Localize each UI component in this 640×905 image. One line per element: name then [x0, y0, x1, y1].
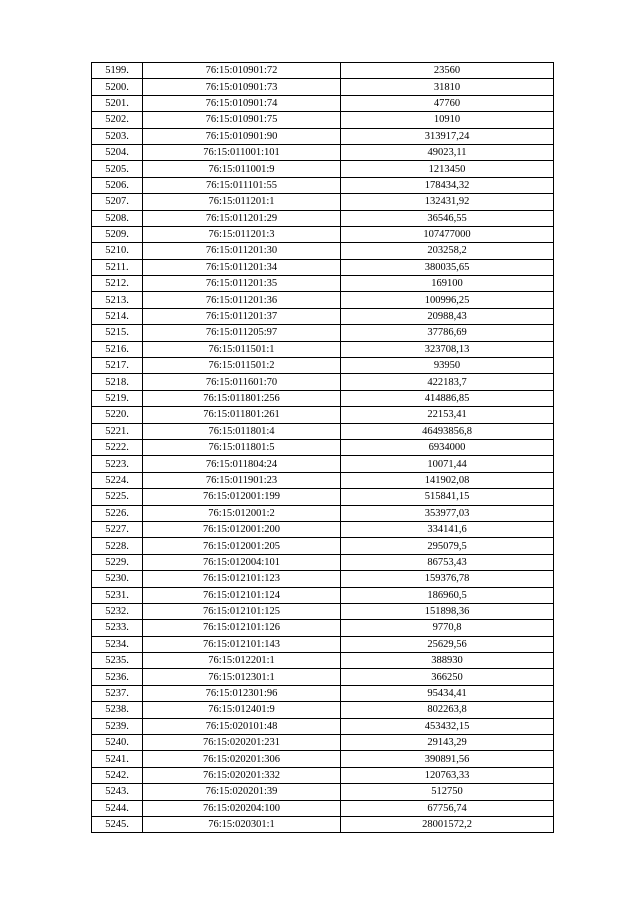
cadastral-value-cell: 323708,13 — [341, 341, 554, 357]
table-row — [92, 472, 554, 488]
row-number-cell: 5226. — [92, 505, 143, 521]
cadastral-number-cell: 76:15:012004:101 — [143, 554, 341, 570]
cadastral-number-cell: 76:15:012101:126 — [143, 620, 341, 636]
cadastral-number-cell: 76:15:011201:35 — [143, 276, 341, 292]
table-row — [92, 767, 554, 783]
table-row — [92, 702, 554, 718]
table-row — [92, 735, 554, 751]
cadastral-number-cell: 76:15:012201:1 — [143, 653, 341, 669]
table-row — [92, 685, 554, 701]
cadastral-value-cell: 67756,74 — [341, 800, 554, 816]
cadastral-number-cell: 76:15:010901:90 — [143, 128, 341, 144]
cadastral-value-cell: 9770,8 — [341, 620, 554, 636]
row-number-cell: 5233. — [92, 620, 143, 636]
row-number-cell: 5210. — [92, 243, 143, 259]
cadastral-number-cell: 76:15:012001:200 — [143, 521, 341, 537]
cadastral-value-cell: 802263,8 — [341, 702, 554, 718]
table-row — [92, 751, 554, 767]
row-number-cell: 5212. — [92, 276, 143, 292]
row-number-cell: 5206. — [92, 177, 143, 193]
cadastral-value-cell: 6934000 — [341, 439, 554, 455]
cadastral-value-cell: 414886,85 — [341, 390, 554, 406]
row-number-cell: 5204. — [92, 144, 143, 160]
row-number-cell: 5236. — [92, 669, 143, 685]
cadastral-number-cell: 76:15:020201:306 — [143, 751, 341, 767]
table-row — [92, 63, 554, 79]
row-number-cell: 5244. — [92, 800, 143, 816]
table-row — [92, 161, 554, 177]
cadastral-number-cell: 76:15:011201:36 — [143, 292, 341, 308]
row-number-cell: 5220. — [92, 407, 143, 423]
table-row — [92, 439, 554, 455]
table-row — [92, 144, 554, 160]
row-number-cell: 5229. — [92, 554, 143, 570]
cadastral-value-cell: 178434,32 — [341, 177, 554, 193]
cadastral-value-cell: 353977,03 — [341, 505, 554, 521]
cadastral-value-cell: 295079,5 — [341, 538, 554, 554]
cadastral-value-cell: 515841,15 — [341, 489, 554, 505]
cadastral-number-cell: 76:15:011205:97 — [143, 325, 341, 341]
row-number-cell: 5207. — [92, 194, 143, 210]
cadastral-number-cell: 76:15:011804:24 — [143, 456, 341, 472]
table-row — [92, 784, 554, 800]
cadastral-value-cell: 28001572,2 — [341, 816, 554, 832]
table-row — [92, 505, 554, 521]
table-row — [92, 341, 554, 357]
cadastral-number-cell: 76:15:011801:5 — [143, 439, 341, 455]
cadastral-value-cell: 10910 — [341, 112, 554, 128]
row-number-cell: 5209. — [92, 226, 143, 242]
table-row — [92, 243, 554, 259]
cadastral-value-cell: 186960,5 — [341, 587, 554, 603]
cadastral-value-cell: 22153,41 — [341, 407, 554, 423]
cadastral-value-cell: 95434,41 — [341, 685, 554, 701]
row-number-cell: 5218. — [92, 374, 143, 390]
cadastral-value-table — [91, 62, 554, 833]
cadastral-number-cell: 76:15:020301:1 — [143, 816, 341, 832]
cadastral-value-cell: 203258,2 — [341, 243, 554, 259]
table-row — [92, 259, 554, 275]
cadastral-number-cell: 76:15:012101:124 — [143, 587, 341, 603]
cadastral-value-cell: 366250 — [341, 669, 554, 685]
row-number-cell: 5240. — [92, 735, 143, 751]
row-number-cell: 5221. — [92, 423, 143, 439]
cadastral-value-cell: 37786,69 — [341, 325, 554, 341]
row-number-cell: 5241. — [92, 751, 143, 767]
row-number-cell: 5214. — [92, 308, 143, 324]
table-row — [92, 177, 554, 193]
table-row — [92, 603, 554, 619]
table-row — [92, 112, 554, 128]
cadastral-value-cell: 49023,11 — [341, 144, 554, 160]
table-row — [92, 95, 554, 111]
cadastral-value-cell: 86753,43 — [341, 554, 554, 570]
table-row — [92, 620, 554, 636]
table-row — [92, 800, 554, 816]
cadastral-number-cell: 76:15:020204:100 — [143, 800, 341, 816]
cadastral-value-cell: 10071,44 — [341, 456, 554, 472]
cadastral-number-cell: 76:15:011101:55 — [143, 177, 341, 193]
row-number-cell: 5230. — [92, 571, 143, 587]
cadastral-number-cell: 76:15:011001:101 — [143, 144, 341, 160]
cadastral-value-cell: 93950 — [341, 358, 554, 374]
table-row — [92, 587, 554, 603]
row-number-cell: 5237. — [92, 685, 143, 701]
row-number-cell: 5219. — [92, 390, 143, 406]
cadastral-number-cell: 76:15:010901:75 — [143, 112, 341, 128]
table-row — [92, 456, 554, 472]
table-row — [92, 538, 554, 554]
row-number-cell: 5217. — [92, 358, 143, 374]
cadastral-value-cell: 169100 — [341, 276, 554, 292]
cadastral-number-cell: 76:15:012101:125 — [143, 603, 341, 619]
table-row — [92, 571, 554, 587]
table-row — [92, 390, 554, 406]
table-row — [92, 79, 554, 95]
table-row — [92, 374, 554, 390]
cadastral-value-cell: 132431,92 — [341, 194, 554, 210]
row-number-cell: 5227. — [92, 521, 143, 537]
row-number-cell: 5234. — [92, 636, 143, 652]
cadastral-number-cell: 76:15:011801:4 — [143, 423, 341, 439]
row-number-cell: 5223. — [92, 456, 143, 472]
row-number-cell: 5225. — [92, 489, 143, 505]
cadastral-number-cell: 76:15:011801:261 — [143, 407, 341, 423]
row-number-cell: 5199. — [92, 63, 143, 79]
table-row — [92, 128, 554, 144]
table-row — [92, 226, 554, 242]
cadastral-number-cell: 76:15:020101:48 — [143, 718, 341, 734]
cadastral-value-cell: 31810 — [341, 79, 554, 95]
cadastral-value-cell: 25629,56 — [341, 636, 554, 652]
table-row — [92, 308, 554, 324]
row-number-cell: 5231. — [92, 587, 143, 603]
row-number-cell: 5245. — [92, 816, 143, 832]
cadastral-value-cell: 47760 — [341, 95, 554, 111]
row-number-cell: 5232. — [92, 603, 143, 619]
table-row — [92, 718, 554, 734]
cadastral-number-cell: 76:15:010901:72 — [143, 63, 341, 79]
table-row — [92, 653, 554, 669]
table-row — [92, 489, 554, 505]
row-number-cell: 5239. — [92, 718, 143, 734]
row-number-cell: 5211. — [92, 259, 143, 275]
row-number-cell: 5205. — [92, 161, 143, 177]
table-row — [92, 325, 554, 341]
cadastral-value-cell: 1213450 — [341, 161, 554, 177]
cadastral-number-cell: 76:15:020201:231 — [143, 735, 341, 751]
cadastral-value-cell: 512750 — [341, 784, 554, 800]
cadastral-number-cell: 76:15:012001:199 — [143, 489, 341, 505]
table-row — [92, 276, 554, 292]
cadastral-number-cell: 76:15:011201:30 — [143, 243, 341, 259]
table-row — [92, 210, 554, 226]
row-number-cell: 5216. — [92, 341, 143, 357]
table-row — [92, 358, 554, 374]
cadastral-value-cell: 151898,36 — [341, 603, 554, 619]
cadastral-number-cell: 76:15:010901:74 — [143, 95, 341, 111]
row-number-cell: 5203. — [92, 128, 143, 144]
row-number-cell: 5238. — [92, 702, 143, 718]
cadastral-value-cell: 100996,25 — [341, 292, 554, 308]
table-row — [92, 816, 554, 832]
table-row — [92, 407, 554, 423]
cadastral-value-cell: 29143,29 — [341, 735, 554, 751]
cadastral-number-cell: 76:15:011201:1 — [143, 194, 341, 210]
cadastral-number-cell: 76:15:011201:3 — [143, 226, 341, 242]
cadastral-value-cell: 36546,55 — [341, 210, 554, 226]
row-number-cell: 5213. — [92, 292, 143, 308]
cadastral-value-cell: 107477000 — [341, 226, 554, 242]
cadastral-value-cell: 334141,6 — [341, 521, 554, 537]
cadastral-number-cell: 76:15:011901:23 — [143, 472, 341, 488]
table-row — [92, 423, 554, 439]
table-row — [92, 554, 554, 570]
table-row — [92, 636, 554, 652]
row-number-cell: 5228. — [92, 538, 143, 554]
table-body — [92, 63, 554, 833]
row-number-cell: 5200. — [92, 79, 143, 95]
cadastral-number-cell: 76:15:011001:9 — [143, 161, 341, 177]
cadastral-value-cell: 46493856,8 — [341, 423, 554, 439]
cadastral-number-cell: 76:15:012401:9 — [143, 702, 341, 718]
cadastral-value-cell: 120763,33 — [341, 767, 554, 783]
cadastral-number-cell: 76:15:012101:143 — [143, 636, 341, 652]
table-row — [92, 669, 554, 685]
cadastral-number-cell: 76:15:012301:96 — [143, 685, 341, 701]
cadastral-value-cell: 388930 — [341, 653, 554, 669]
row-number-cell: 5242. — [92, 767, 143, 783]
cadastral-number-cell: 76:15:012301:1 — [143, 669, 341, 685]
cadastral-number-cell: 76:15:020201:332 — [143, 767, 341, 783]
cadastral-value-cell: 390891,56 — [341, 751, 554, 767]
cadastral-value-cell: 313917,24 — [341, 128, 554, 144]
cadastral-number-cell: 76:15:011601:70 — [143, 374, 341, 390]
cadastral-number-cell: 76:15:012001:2 — [143, 505, 341, 521]
row-number-cell: 5222. — [92, 439, 143, 455]
row-number-cell: 5215. — [92, 325, 143, 341]
cadastral-number-cell: 76:15:011501:1 — [143, 341, 341, 357]
row-number-cell: 5235. — [92, 653, 143, 669]
cadastral-value-cell: 422183,7 — [341, 374, 554, 390]
cadastral-number-cell: 76:15:020201:39 — [143, 784, 341, 800]
cadastral-number-cell: 76:15:011201:29 — [143, 210, 341, 226]
cadastral-number-cell: 76:15:012101:123 — [143, 571, 341, 587]
row-number-cell: 5208. — [92, 210, 143, 226]
row-number-cell: 5202. — [92, 112, 143, 128]
table-row — [92, 194, 554, 210]
row-number-cell: 5201. — [92, 95, 143, 111]
cadastral-number-cell: 76:15:011501:2 — [143, 358, 341, 374]
cadastral-value-cell: 141902,08 — [341, 472, 554, 488]
cadastral-number-cell: 76:15:010901:73 — [143, 79, 341, 95]
row-number-cell: 5243. — [92, 784, 143, 800]
cadastral-value-cell: 453432,15 — [341, 718, 554, 734]
cadastral-value-cell: 159376,78 — [341, 571, 554, 587]
cadastral-number-cell: 76:15:011201:37 — [143, 308, 341, 324]
table-row — [92, 521, 554, 537]
cadastral-value-cell: 23560 — [341, 63, 554, 79]
cadastral-number-cell: 76:15:011201:34 — [143, 259, 341, 275]
cadastral-value-cell: 20988,43 — [341, 308, 554, 324]
row-number-cell: 5224. — [92, 472, 143, 488]
cadastral-number-cell: 76:15:011801:256 — [143, 390, 341, 406]
table-row — [92, 292, 554, 308]
cadastral-number-cell: 76:15:012001:205 — [143, 538, 341, 554]
cadastral-value-cell: 380035,65 — [341, 259, 554, 275]
